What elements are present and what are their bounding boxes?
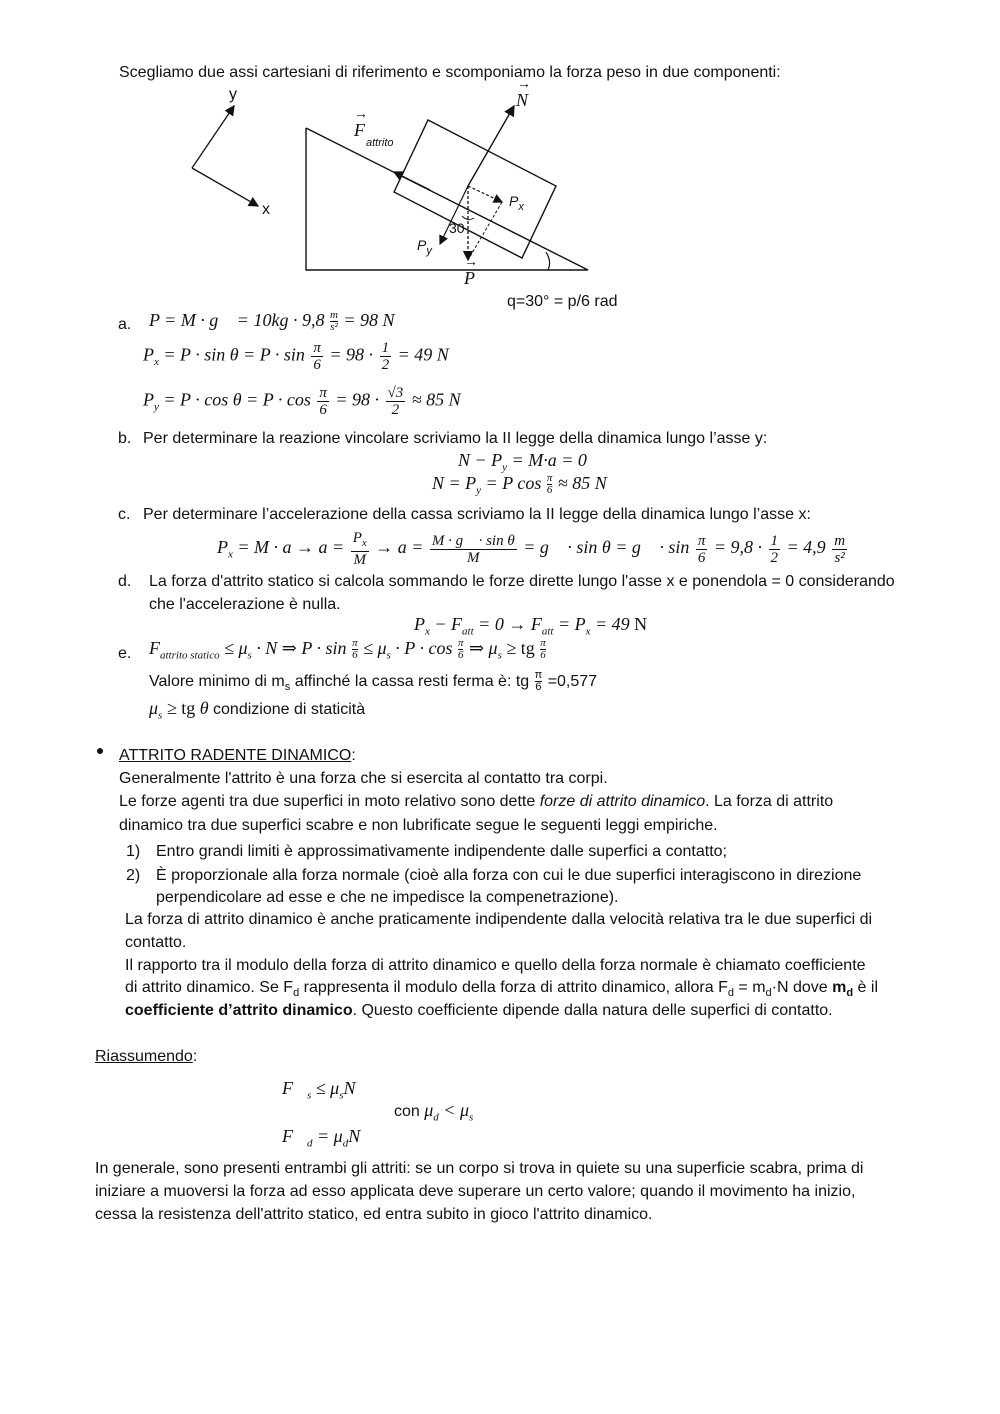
angle-arc bbox=[546, 252, 550, 270]
formula-c: $P_x = M \cdot a \to a$ = $\frac{P_x}{M}$ → a = $\frac{\text{M · g⃗ · sin θ}}{M}$ = g⃗ · sin θ = g⃗ · sin $\frac{\pi}{6}$ = 9,8 · $\frac{1}{2}$ = 4,9 $\frac{m}{\text{s²}}$ bbox=[217, 530, 846, 568]
law-2-text-2: perpendicolare ad esse e che ne impedisce la compenetrazione). bbox=[156, 889, 619, 906]
formula-b2: $N = P_y = P$ cos $\frac{\pi}{6}$ ≈ 85 N bbox=[432, 472, 607, 497]
law-1-number: 1) bbox=[126, 843, 141, 860]
section-p2: Le forze agenti tra due superfici in moto relativo sono dette forze di attrito dinamico. La forza di attrito bbox=[119, 793, 834, 810]
section-p5-3: coefficiente d’attrito dinamico. Questo coefficiente dipende dalla natura delle superfici di contatto. bbox=[125, 1002, 833, 1019]
law-2-text-1: È proporzionale alla forza normale (cioè alla forza con cui le due superfici interagiscono in direzione bbox=[156, 867, 862, 884]
bullet-icon bbox=[97, 748, 103, 754]
summary-p1: In generale, sono presenti entrambi gli attriti: se un corpo si trova in quiete su una superficie scabra, prima di bbox=[95, 1160, 864, 1177]
incline-triangle bbox=[306, 128, 588, 270]
p-vector-label: → P bbox=[464, 255, 478, 288]
section-title: ATTRITO RADENTE DINAMICO: bbox=[119, 747, 356, 764]
section-p5-1: Il rapporto tra il modulo della forza di attrito dinamico e quello della forza normale è chiamato coefficiente bbox=[125, 957, 866, 974]
px-arrow bbox=[468, 186, 502, 202]
n-vector-label: → N bbox=[516, 77, 531, 110]
item-d-label: d. bbox=[118, 573, 132, 590]
section-p1: Generalmente l'attrito è una forza che si esercita al contatto tra corpi. bbox=[119, 770, 608, 787]
formula-static-friction: $F⃗_s$ ≤ $\mu_sN⃗$ bbox=[282, 1078, 370, 1102]
axis-x-label: x bbox=[262, 201, 270, 218]
formula-e: $F_{attrito statico} \le \mu_s \cdot N$ ⇒ P · sin $\frac{\pi}{6}$ ≤ $\mu_s \cdot P \cdot \cos$ $\frac{\pi}{6}$ ⇒ $\mu_s$ ≥ tg $\frac{\pi}{6}$ bbox=[149, 637, 546, 662]
y-axis-arrow bbox=[192, 106, 234, 168]
section-p5-2: di attrito dinamico. Se $F_d$ rappresenta il modulo della forza di attrito dinamico, allora $F_d = m_d\cdot N$ dove $m_d$ è il bbox=[125, 979, 879, 1000]
section-p4-1: La forza di attrito dinamico è anche praticamente indipendente dalla velocità relativa tra le due superfici di bbox=[125, 911, 873, 928]
formula-py: $P_y = P \cdot \cos \theta = P \cdot \cos$ $\frac{\pi}{6}$ = 98 · $\frac{√3}{2}$ ≈ 85 N bbox=[143, 385, 461, 418]
item-d-text-1: La forza d'attrito statico si calcola sommando le forze dirette lungo l'asse x e ponendola = 0 considerando bbox=[149, 573, 895, 590]
formula-b1: $N - P_y = M\cdot a = 0$ bbox=[458, 450, 587, 474]
formula-d: $P_x - F_{att} = 0 \to F_{att} = P_x = 49$ N bbox=[414, 614, 648, 638]
theta-label: q=30° = p/6 rad bbox=[507, 293, 618, 310]
intro-text: Scegliamo due assi cartesiani di riferimento e scomponiamo la forza peso in due componenti: bbox=[119, 64, 781, 81]
formula-dynamic-friction: $F⃗_d$ = $\mu_dN⃗$ bbox=[282, 1126, 375, 1150]
item-b-label: b. bbox=[118, 430, 132, 447]
inclined-plane-diagram bbox=[180, 77, 650, 314]
angle-30-label: 30 bbox=[449, 220, 465, 236]
friction-vector-label: → F bbox=[354, 107, 368, 140]
px-label: $P_x$ bbox=[509, 193, 524, 213]
law-1-text: Entro grandi limiti è approssimativamente indipendente dalle superfici a contatto; bbox=[156, 843, 727, 860]
item-e-min-value: Valore minimo di $m_s$ affinché la cassa resti ferma è: tg $\frac{\pi}{6}$ =0,577 bbox=[149, 669, 598, 694]
summary-p3: cessa la resistenza dell'attrito statico, ed entra subito in gioco l'attrito dinamico. bbox=[95, 1206, 653, 1223]
summary-title: Riassumendo: bbox=[95, 1048, 198, 1065]
item-e-label: e. bbox=[118, 645, 132, 662]
staticity-condition: $\mu_s$ ≥ tg θ condizione di staticità bbox=[149, 698, 366, 722]
formula-weight: P = M · g⃗ = 10kg · 9,8 $\frac{m}{\text{s²}}$ = 98 N bbox=[149, 309, 395, 334]
item-a-label: a. bbox=[118, 316, 132, 333]
attrito-subscript: attrito bbox=[366, 137, 394, 149]
law-2-number: 2) bbox=[126, 867, 141, 884]
summary-p2: iniziare a muoversi la forza ad esso applicata deve superare un certo valore; quando il movimento ha inizio, bbox=[95, 1183, 856, 1200]
item-c-text: Per determinare l’accelerazione della cassa scriviamo la II legge della dinamica lungo l’asse x: bbox=[143, 506, 811, 523]
item-b-text: Per determinare la reazione vincolare scriviamo la II legge della dinamica lungo l’asse y: bbox=[143, 430, 768, 447]
x-axis-arrow bbox=[192, 168, 258, 206]
section-p3: dinamico tra due superfici scabre e non lubrificate segue le seguenti leggi empiriche. bbox=[119, 817, 718, 834]
axis-y-label: y bbox=[229, 86, 237, 103]
formula-px: $P_x = P \cdot \sin \theta = P \cdot \sin$ $\frac{\pi}{6}$ = 98 · $\frac{1}{2}$ = 49 N bbox=[143, 340, 449, 373]
normal-force-arrow bbox=[468, 106, 514, 186]
section-p4-2: contatto. bbox=[125, 934, 187, 951]
py-label: $P_y$ bbox=[417, 237, 432, 257]
item-c-label: c. bbox=[118, 506, 131, 523]
summary-condition: con $\mu_d < \mu_s$ bbox=[394, 1100, 474, 1124]
item-d-text-2: che l'accelerazione è nulla. bbox=[149, 596, 341, 613]
